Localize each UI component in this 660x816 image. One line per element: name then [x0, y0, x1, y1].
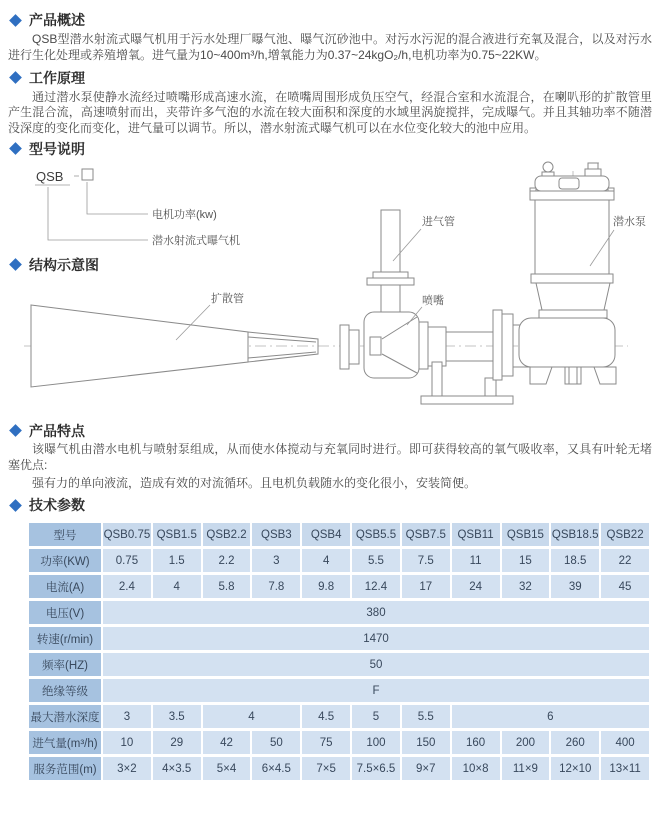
spec-corner-header: 型号 — [29, 523, 101, 546]
spec-col-header: QSB7.5 — [402, 523, 450, 546]
spec-cell: 11×9 — [502, 757, 550, 780]
spec-row-label: 电流(A) — [29, 575, 101, 598]
spec-cell: 7.5×6.5 — [352, 757, 400, 780]
spec-cell: 200 — [502, 731, 550, 754]
table-row — [29, 705, 649, 728]
spec-cell: 0.75 — [103, 549, 151, 572]
section-title: 结构示意图 — [29, 256, 99, 273]
spec-cell: 100 — [352, 731, 400, 754]
spec-cell: 10×8 — [452, 757, 500, 780]
spec-cell: 13×11 — [601, 757, 649, 780]
structure-diagram — [8, 143, 660, 417]
spec-row-label: 最大潜水深度 — [29, 705, 101, 728]
spec-col-header: QSB1.5 — [153, 523, 201, 546]
spec-cell: 50 — [252, 731, 300, 754]
spec-cell: F — [103, 679, 649, 702]
spec-cell: 4 — [302, 549, 350, 572]
section-title: 产品特点 — [29, 422, 85, 439]
spec-cell: 260 — [551, 731, 599, 754]
label-air-pipe: 进气管 — [422, 215, 455, 228]
spec-cell: 400 — [601, 731, 649, 754]
spec-cell: 6×4.5 — [252, 757, 300, 780]
spec-row-label: 服务范围(m) — [29, 757, 101, 780]
diffuser-cone — [31, 305, 359, 387]
spec-cell: 4 — [203, 705, 301, 728]
spec-cell: 4 — [153, 575, 201, 598]
section-heading-specs — [8, 496, 652, 514]
spec-cell: 17 — [402, 575, 450, 598]
spec-cell: 45 — [601, 575, 649, 598]
spec-cell: 4.5 — [302, 705, 350, 728]
model-name-label: 潜水射流式曝气机 — [152, 234, 240, 247]
features-text-2: 强有力的单向液流，造成有效的对流循环。且电机负载随水的变化很小，安装简便。 — [32, 475, 477, 490]
section-title: 工作原理 — [29, 69, 85, 86]
spec-cell: 3.5 — [153, 705, 201, 728]
diamond-icon — [9, 425, 22, 438]
spec-cell: 6 — [452, 705, 649, 728]
spec-cell: 7.5 — [402, 549, 450, 572]
spec-cell: 50 — [103, 653, 649, 676]
spec-cell: 32 — [502, 575, 550, 598]
spec-col-header: QSB3 — [252, 523, 300, 546]
section-title: 技术参数 — [29, 497, 85, 514]
section-title: 型号说明 — [29, 140, 85, 157]
principle-text: 通过潜水泵使静水流经过喷嘴形成高速水流，在喷嘴周围形成负压空气，经混合室和水流混合，在喇叭形的扩散管里产生混合流，高速喷射而出，夹带许多气泡的水流在较大面积和深度的水域里涡旋搅拌，完成曝气。并且其轴功率不随潜没深度的变化而变化，进气量可以调节。所以，潜水射流式曝气机可以在水位变化较大的池中应用。 — [8, 89, 652, 136]
model-code-diagram — [35, 169, 240, 247]
diamond-icon — [9, 14, 22, 27]
spec-cell: 11 — [452, 549, 500, 572]
section-heading-features — [8, 422, 652, 440]
section-heading-overview — [8, 11, 652, 29]
table-row — [29, 627, 649, 650]
label-pump: 潜水泵 — [613, 215, 646, 228]
spec-cell: 15 — [502, 549, 550, 572]
spec-cell: 2.2 — [203, 549, 251, 572]
spec-cell: 24 — [452, 575, 500, 598]
label-diffuser: 扩散管 — [211, 292, 244, 305]
spec-row-label: 绝缘等级 — [29, 679, 101, 702]
spec-row-label: 频率(HZ) — [29, 653, 101, 676]
spec-cell: 18.5 — [551, 549, 599, 572]
spec-cell: 5.5 — [402, 705, 450, 728]
spec-cell: 75 — [302, 731, 350, 754]
section-title: 产品概述 — [29, 12, 85, 28]
table-row — [29, 575, 649, 598]
spec-cell: 3 — [103, 705, 151, 728]
spec-col-header: QSB0.75 — [103, 523, 151, 546]
submersible-pump — [519, 162, 616, 384]
spec-row-label: 转速(r/min) — [29, 627, 101, 650]
spec-cell: 10 — [103, 731, 151, 754]
spec-cell: 5.5 — [352, 549, 400, 572]
spec-cell: 3×2 — [103, 757, 151, 780]
spec-cell: 5 — [352, 705, 400, 728]
spec-col-header: QSB5.5 — [352, 523, 400, 546]
table-row — [29, 653, 649, 676]
spec-col-header: QSB18.5 — [551, 523, 599, 546]
diamond-icon — [9, 71, 22, 84]
table-row — [29, 601, 649, 624]
section-heading-principle — [8, 69, 652, 87]
table-row — [29, 549, 649, 572]
diagram-area — [8, 140, 652, 417]
features-text-1: 该曝气机由潜水电机与喷射泵组成，从而使水体搅动与充氧同时进行。即可获得较高的氧气吸收率，又具有叶轮无堵塞优点: — [8, 441, 652, 472]
spec-cell: 2.4 — [103, 575, 151, 598]
spec-cell: 12×10 — [551, 757, 599, 780]
spec-cell: 4×3.5 — [153, 757, 201, 780]
spec-cell: 380 — [103, 601, 649, 624]
spec-col-header: QSB11 — [452, 523, 500, 546]
table-row — [29, 757, 649, 780]
specs-table — [27, 520, 651, 783]
spec-cell: 5.8 — [203, 575, 251, 598]
overview-text: QSB型潜水射流式曝气机用于污水处理厂曝气池、曝气沉砂池中。对污水污泥的混合液进行充氧及混合，以及对污水进行生化处理或养殖增氧。进气量为10~400m³/h,增氧能力为0.37~24kgO₂/h,电机功率为0.75~22KW。 — [8, 32, 652, 62]
diamond-icon — [9, 499, 22, 512]
spec-cell: 9×7 — [402, 757, 450, 780]
spec-cell: 1.5 — [153, 549, 201, 572]
spec-cell: 42 — [203, 731, 251, 754]
spec-row-label: 进气量(m³/h) — [29, 731, 101, 754]
model-power-label: 电机功率(kw) — [152, 208, 217, 221]
label-nozzle: 喷嘴 — [422, 294, 444, 307]
table-row — [29, 731, 649, 754]
spec-col-header: QSB4 — [302, 523, 350, 546]
spec-cell: 150 — [402, 731, 450, 754]
spec-row-label: 电压(V) — [29, 601, 101, 624]
spec-cell: 29 — [153, 731, 201, 754]
spec-cell: 160 — [452, 731, 500, 754]
spec-cell: 12.4 — [352, 575, 400, 598]
spec-col-header: QSB22 — [601, 523, 649, 546]
spec-cell: 3 — [252, 549, 300, 572]
spec-cell: 5×4 — [203, 757, 251, 780]
spec-col-header: QSB15 — [502, 523, 550, 546]
spec-cell: 22 — [601, 549, 649, 572]
spec-cell: 7.8 — [252, 575, 300, 598]
spec-cell: 9.8 — [302, 575, 350, 598]
spec-cell: 7×5 — [302, 757, 350, 780]
spec-row-label: 功率(KW) — [29, 549, 101, 572]
spec-cell: 39 — [551, 575, 599, 598]
spec-cell: 1470 — [103, 627, 649, 650]
spec-col-header: QSB2.2 — [203, 523, 251, 546]
table-row — [29, 679, 649, 702]
model-code: QSB — [36, 168, 64, 184]
